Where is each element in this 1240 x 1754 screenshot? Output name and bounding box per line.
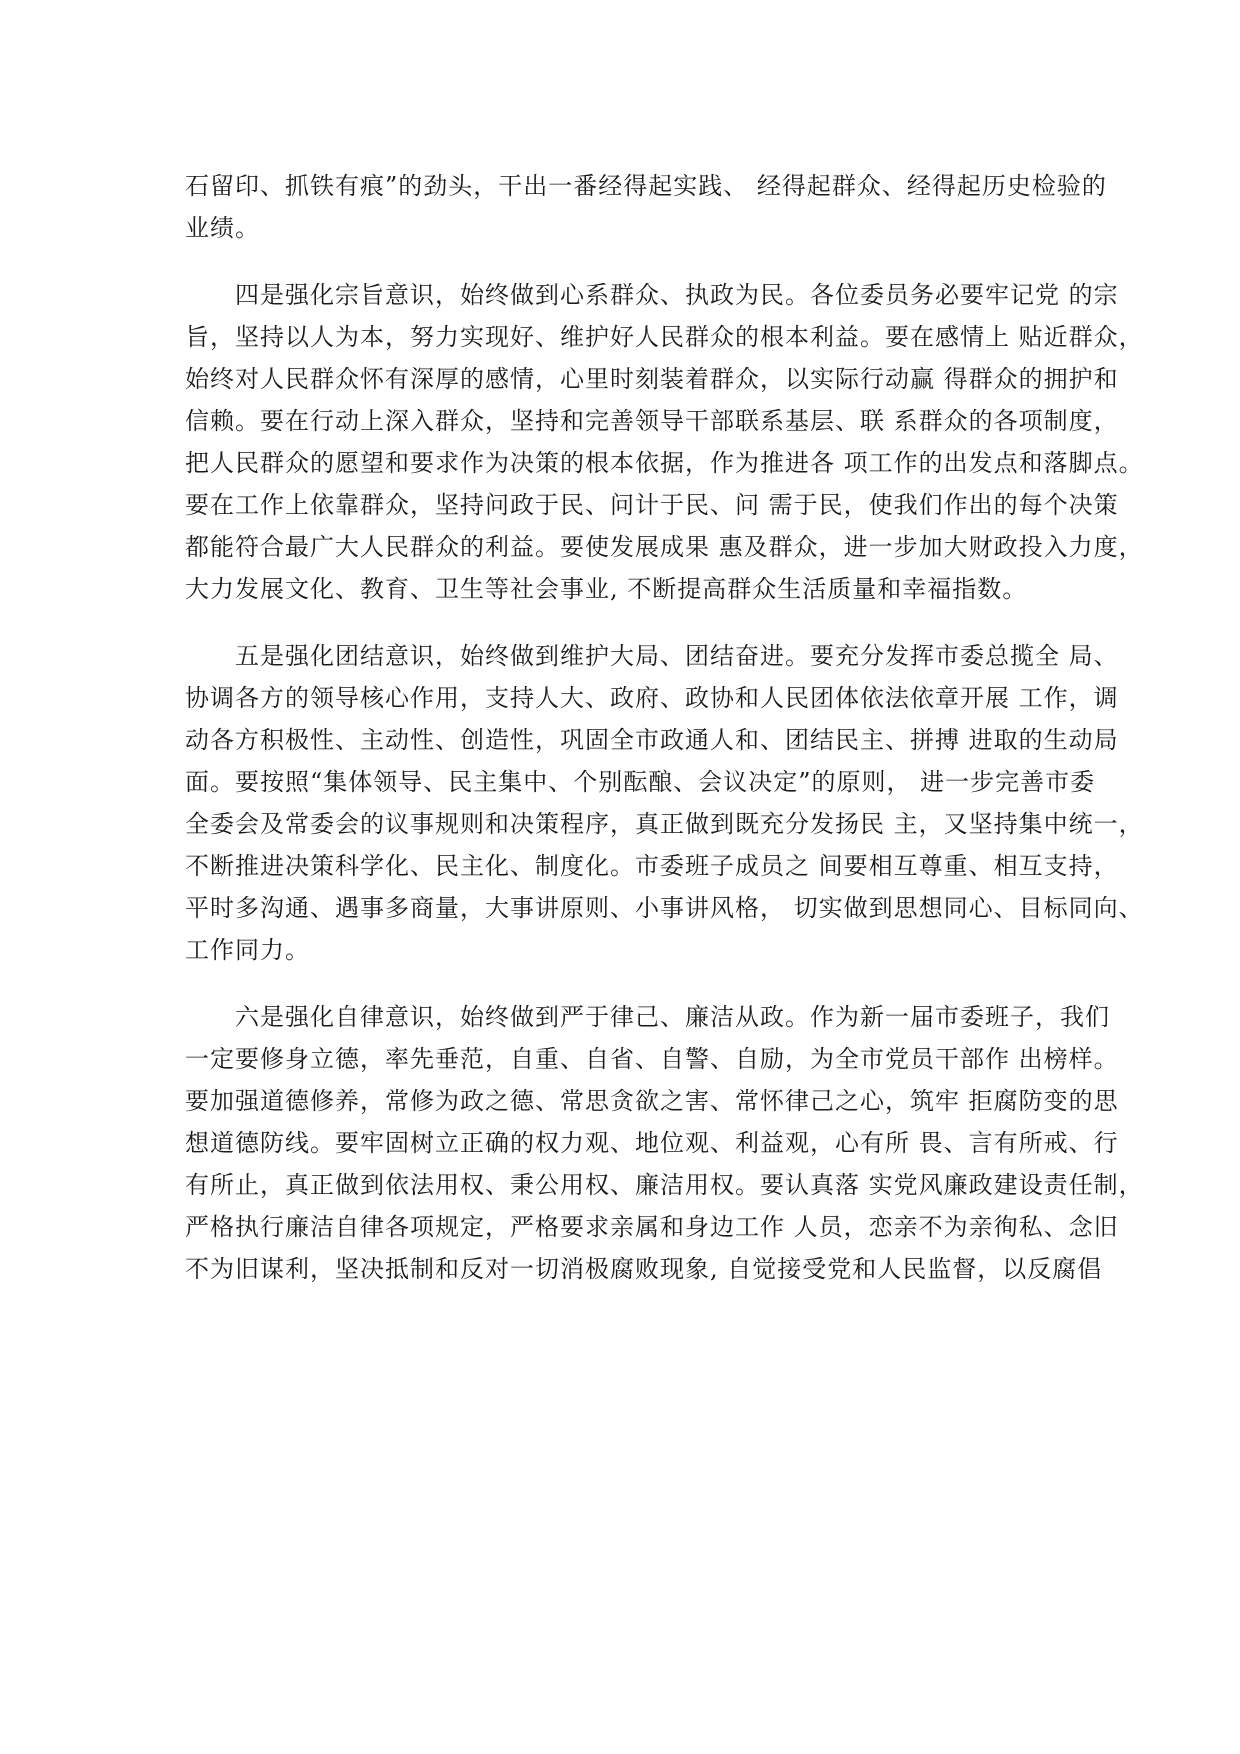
text-line: 大力发展文化、教育、卫生等社会事业, 不断提高群众生活质量和幸福指数。 xyxy=(185,575,1028,603)
text-line: 旨，坚持以人为本，努力实现好、维护好人民群众的根本利益。要在感情上 贴近群众， xyxy=(185,323,1144,351)
paragraph-3 xyxy=(185,635,1144,971)
paragraph-4 xyxy=(185,996,1144,1290)
text-line: 信赖。要在行动上深入群众，坚持和完善领导干部联系基层、联 系群众的各项制度， xyxy=(185,407,1119,435)
text-line: 严格执行廉洁自律各项规定，严格要求亲属和身边工作 人员，恋亲不为亲徇私、念旧 xyxy=(185,1213,1119,1241)
text-line: 平时多沟通、遇事多商量，大事讲原则、小事讲风格， 切实做到思想同心、目标同向、 xyxy=(185,894,1144,922)
text-line: 有所止，真正做到依法用权、秉公用权、廉洁用权。要认真落 实党风廉政建设责任制， xyxy=(185,1171,1144,1199)
text-line: 不断推进决策科学化、民主化、制度化。市委班子成员之 间要相互尊重、相互支持， xyxy=(185,852,1119,880)
text-line: 要在工作上依靠群众，坚持问政于民、问计于民、问 需于民，使我们作出的每个决策 xyxy=(185,491,1119,519)
text-line: 始终对人民群众怀有深厚的感情，心里时刻装着群众，以实际行动赢 得群众的拥护和 xyxy=(185,365,1119,393)
text-line: 六是强化自律意识，始终做到严于律己、廉洁从政。作为新一届市委班子，我们 xyxy=(235,1003,1110,1031)
text-line: 业绩。 xyxy=(185,214,260,242)
text-line: 一定要修身立德，率先垂范，自重、自省、自警、自励，为全市党员干部作 出榜样。 xyxy=(185,1045,1119,1073)
text-line: 五是强化团结意识，始终做到维护大局、团结奋进。要充分发挥市委总揽全 局、 xyxy=(235,642,1119,670)
text-line: 想道德防线。要牢固树立正确的权力观、地位观、利益观，心有所 畏、言有所戒、行 xyxy=(185,1129,1119,1157)
paragraph-2 xyxy=(185,274,1144,610)
text-line: 协调各方的领导核心作用，支持人大、政府、政协和人民团体依法依章开展 工作，调 xyxy=(185,684,1119,712)
text-line: 不为旧谋利，坚决抵制和反对一切消极腐败现象, 自觉接受党和人民监督，以反腐倡 xyxy=(185,1255,1103,1283)
text-line: 全委会及常委会的议事规则和决策程序，真正做到既充分发扬民 主，又坚持集中统一， xyxy=(185,810,1144,838)
text-line: 工作同力。 xyxy=(185,936,310,964)
text-line: 动各方积极性、主动性、创造性，巩固全市政通人和、团结民主、拼搏 进取的生动局 xyxy=(185,726,1119,754)
text-line: 面。要按照“集体领导、民主集中、个别酝酿、会议决定”的原则， 进一步完善市委 xyxy=(185,768,1096,796)
paragraph-1 xyxy=(185,165,1107,249)
text-line: 要加强道德修养，常修为政之德、常思贪欲之害、常怀律己之心，筑牢 拒腐防变的思 xyxy=(185,1087,1119,1115)
text-line: 把人民群众的愿望和要求作为决策的根本依据，作为推进各 项工作的出发点和落脚点。 xyxy=(185,449,1144,477)
text-line: 都能符合最广大人民群众的利益。要使发展成果 惠及群众，进一步加大财政投入力度， xyxy=(185,533,1144,561)
document-page xyxy=(185,165,1144,1315)
text-line: 石留印、抓铁有痕”的劲头，干出一番经得起实践、 经得起群众、经得起历史检验的 xyxy=(185,172,1107,200)
text-line: 四是强化宗旨意识，始终做到心系群众、执政为民。各位委员务必要牢记党 的宗 xyxy=(235,281,1119,309)
